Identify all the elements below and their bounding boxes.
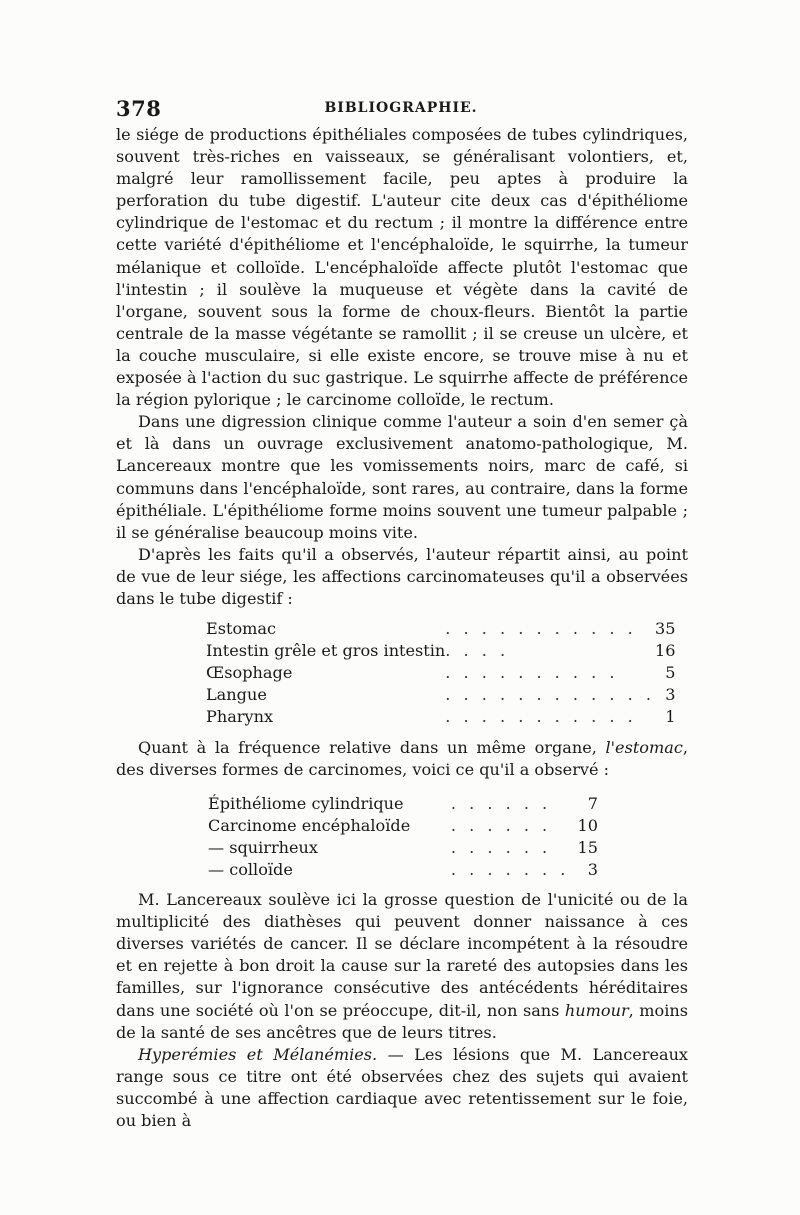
table-sites bbox=[206, 618, 675, 728]
paragraph-5-emphasis: humour bbox=[564, 1000, 629, 1020]
paragraph-5 bbox=[116, 889, 688, 1044]
table-label: Intestin grêle et gros intestin bbox=[206, 641, 446, 661]
paragraph-4 bbox=[116, 737, 688, 781]
table-label: Œsophage bbox=[206, 663, 293, 683]
table-row bbox=[206, 618, 675, 640]
paragraph-4-text: Quant à la fréquence relative dans un même organe, bbox=[138, 737, 606, 757]
table-row bbox=[208, 815, 598, 837]
table-row bbox=[208, 793, 598, 815]
table-leader: . . . . . . bbox=[450, 793, 552, 813]
paragraph-6-text: — Les lésions que M. Lancereaux range sous ce titre ont été observées chez des sujets qui avaient succombé à une affection cardiaque avec retentissement sur le foie, ou bien à bbox=[116, 1044, 689, 1131]
table-value: 5 bbox=[665, 663, 676, 683]
table-label: — colloïde bbox=[208, 860, 293, 879]
paragraph-1: le siége de productions épithéliales composées de tubes cylindriques, souvent très-riches en vaisseaux, se généralisant volontiers, et, malgré leur ramollissement facile, peu aptes à produire la perforation du tube digestif. L'auteur cite deux cas d'épithéliome cylindrique de l'estomac et du rectum ; il montre la différence entre cette variété d'épithéliome et l'encéphaloïde, le squirrhe, la tumeur mélanique et colloïde. L'encéphaloïde affecte plutôt l'estomac que l'intestin ; il soulève la muqueuse et végète dans la cavité de l'organe, souvent sous la forme de choux-fleurs. Bientôt la partie centrale de la masse végétante se ramollit ; il se creuse un ulcère, et la couche musculaire, si elle existe encore, se trouve mise à nu et exposée à l'action du suc gastrique. Le squirrhe affecte de préférence la région pylorique ; le carcinome colloïde, le rectum. bbox=[116, 125, 688, 410]
table-value: 16 bbox=[654, 641, 676, 661]
table-label: Estomac bbox=[206, 619, 277, 639]
table-forms bbox=[208, 793, 598, 881]
page-body bbox=[116, 124, 688, 1132]
table-row bbox=[206, 662, 675, 684]
paragraph-3: D'après les faits qu'il a observés, l'auteur répartit ainsi, au point de vue de leur siége, les affections carcinomateuses qu'il a observées dans le tube digestif : bbox=[116, 544, 688, 608]
table-value: 35 bbox=[654, 619, 676, 639]
table-label: Épithéliome cylindrique bbox=[208, 793, 404, 813]
paragraph-4-text-end: , des diverses formes de carcinomes, voici ce qu'il a observé : bbox=[116, 737, 688, 779]
table-value: 1 bbox=[665, 707, 676, 727]
table-leader: . . . . bbox=[445, 641, 510, 661]
table-value: 10 bbox=[577, 815, 598, 835]
table-label: — squirrheux bbox=[208, 837, 319, 857]
page-number: 378 bbox=[116, 96, 162, 121]
table-row bbox=[206, 684, 675, 706]
table-row bbox=[208, 859, 598, 881]
table-leader: . . . . . . bbox=[450, 837, 552, 857]
table-row bbox=[208, 837, 598, 859]
paragraph-4-emphasis: l'estomac bbox=[605, 737, 683, 757]
table-value: 3 bbox=[587, 860, 598, 879]
paragraph-5-text-end: , moins de la santé de ses ancêtres que de leurs titres. bbox=[116, 1000, 688, 1042]
table-row bbox=[206, 706, 675, 728]
paragraph-5-text: M. Lancereaux soulève ici la grosse question de l'unicité ou de la multiplicité des diathèses qui peuvent donner naissance à ces diverses variétés de cancer. Il se déclare incompétent à la résoudre et en rejette à bon droit la cause sur la rareté des autopsies dans les familles, sur l'ignorance consécutive des antécédents héréditaires dans une société où l'on se préoccupe, dit-il, non sans bbox=[116, 890, 688, 1020]
section-heading: Hyperémies et Mélanémies. bbox=[138, 1044, 378, 1064]
table-label: Carcinome encéphaloïde bbox=[208, 815, 411, 835]
table-leader: . . . . . . bbox=[450, 815, 552, 835]
table-leader: . . . . . . . . . . bbox=[445, 663, 619, 683]
table-leader: . . . . . . . bbox=[450, 860, 570, 879]
table-label: Pharynx bbox=[206, 707, 274, 727]
paragraph-6 bbox=[116, 1044, 688, 1132]
table-row bbox=[206, 640, 675, 662]
paragraph-2: Dans une digression clinique comme l'auteur a soin d'en semer çà et là dans un ouvrage exclusivement anatomo-pathologique, M. Lancereaux montre que les vomissements noirs, marc de café, si communs dans l'encéphaloïde, sont rares, au contraire, dans la forme épithéliale. L'épithéliome forme moins souvent une tumeur palpable ; il se généralise beaucoup moins vite. bbox=[116, 412, 688, 542]
table-leader: . . . . . . . . . . . bbox=[445, 619, 637, 639]
table-value: 7 bbox=[587, 793, 598, 813]
table-leader: . . . . . . . . . . . . bbox=[445, 685, 655, 705]
page-header bbox=[116, 96, 686, 120]
table-value: 15 bbox=[577, 837, 598, 857]
table-label: Langue bbox=[206, 685, 267, 705]
running-head: BIBLIOGRAPHIE. bbox=[324, 100, 478, 116]
table-leader: . . . . . . . . . . . bbox=[445, 707, 637, 727]
table-value: 3 bbox=[665, 685, 676, 705]
